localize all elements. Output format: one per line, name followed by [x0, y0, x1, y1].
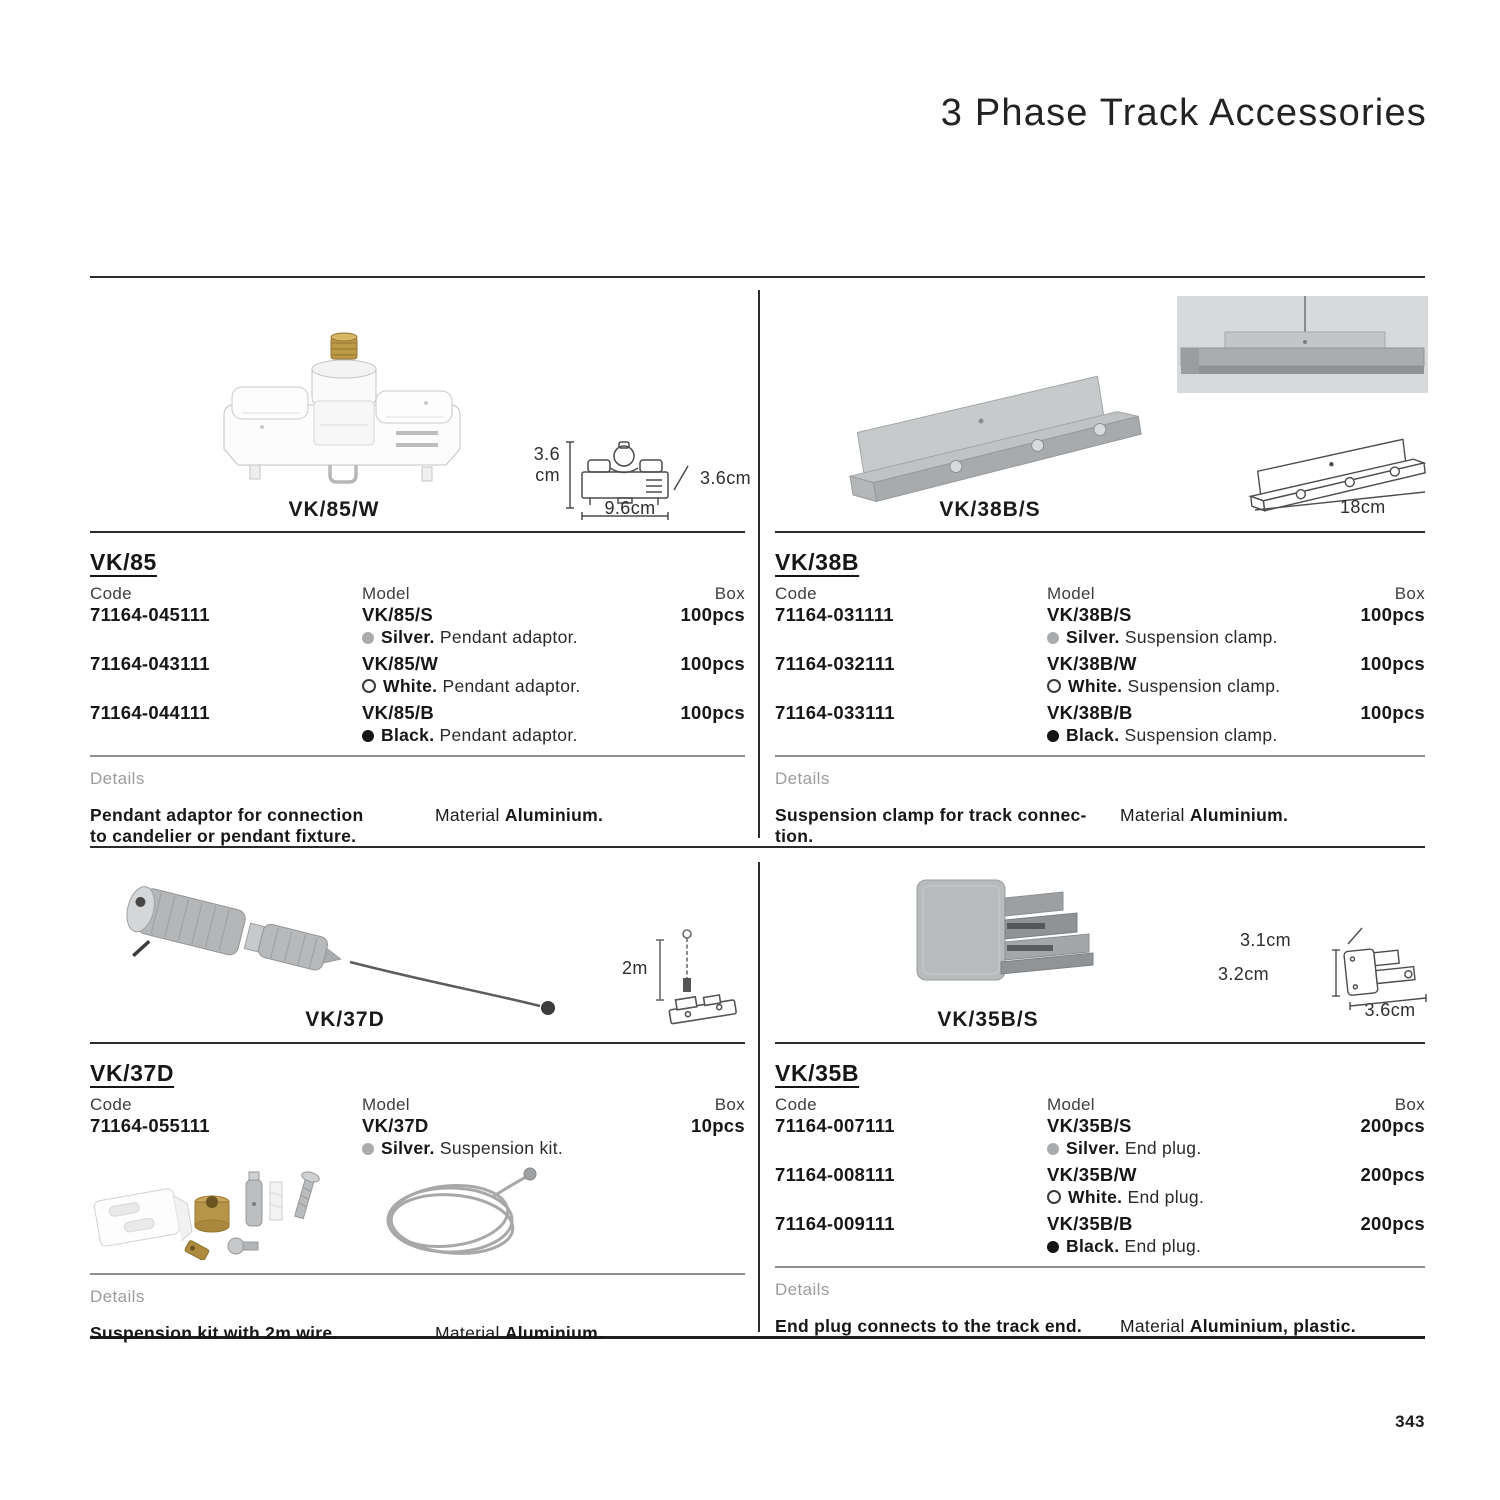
- material-label: Material: [435, 1323, 500, 1343]
- end-plug-outline-drawing: [1322, 922, 1434, 1014]
- model-column-header: Model: [362, 584, 410, 603]
- product-description: Suspension clamp.: [1124, 627, 1278, 647]
- color-name: White.: [1068, 1187, 1123, 1207]
- table-row: [90, 653, 745, 697]
- material-value: Aluminium, plastic.: [1189, 1316, 1356, 1336]
- dimension-height-vk85: 3.6 cm: [533, 444, 560, 485]
- details-label: Details: [775, 769, 830, 788]
- details-label: Details: [775, 1280, 830, 1299]
- color-dot: [1047, 1190, 1061, 1204]
- product-description: Pendant adaptor.: [439, 725, 578, 745]
- material-value: Aluminium.: [1189, 805, 1289, 825]
- details-divider: [775, 755, 1425, 757]
- table-row: [775, 653, 1425, 697]
- kit-contents-photos: [90, 1164, 745, 1264]
- product-model: VK/38B/S: [1047, 604, 1132, 625]
- details-label: Details: [90, 769, 145, 788]
- product-section-vk38b: [775, 531, 1425, 847]
- product-model: VK/85/S: [362, 604, 433, 625]
- table-row: [90, 702, 745, 746]
- color-dot: [362, 1143, 374, 1155]
- box-quantity: 100pcs: [680, 702, 745, 723]
- section-heading: VK/38B: [775, 549, 860, 575]
- product-code: 71164-007111: [775, 1115, 895, 1136]
- dimension-width-vk85: 9.6cm: [604, 498, 656, 518]
- product-section-vk85: [90, 531, 745, 847]
- wire-coil-photo: [368, 1164, 538, 1260]
- product-model: VK/85/W: [362, 653, 439, 674]
- table-row: [775, 1213, 1425, 1257]
- product-description: End plug.: [1127, 1187, 1205, 1207]
- details-material: [435, 805, 603, 847]
- column-divider-top: [758, 290, 760, 838]
- table-row: [90, 1115, 745, 1159]
- color-name: Black.: [381, 725, 435, 745]
- wire-length-drawing: [648, 878, 753, 1040]
- application-photo-vk38b: [1177, 296, 1428, 393]
- product-section-vk35b: [775, 1042, 1425, 1337]
- color-dot: [1047, 1143, 1059, 1155]
- table-header: [90, 584, 745, 604]
- color-name: Silver.: [381, 627, 435, 647]
- kit-parts-photo: [90, 1164, 340, 1260]
- color-dot: [362, 730, 374, 742]
- dimension-left-vk35b: 3.2cm: [1218, 964, 1270, 984]
- box-quantity: 100pcs: [1360, 604, 1425, 625]
- color-dot: [362, 632, 374, 644]
- box-quantity: 100pcs: [1360, 702, 1425, 723]
- product-description: End plug.: [1124, 1236, 1202, 1256]
- box-quantity: 100pcs: [680, 604, 745, 625]
- box-column-header: Box: [1394, 1095, 1425, 1114]
- dimension-drawing-vk37d: [648, 878, 753, 1045]
- color-dot: [1047, 1241, 1059, 1253]
- top-rule: [90, 276, 1425, 278]
- product-code: 71164-043111: [90, 653, 210, 674]
- suspended-track-photo: [1177, 296, 1428, 393]
- dimension-length-vk38b: 18cm: [1340, 497, 1386, 517]
- box-quantity: 100pcs: [680, 653, 745, 674]
- color-name: White.: [1068, 676, 1123, 696]
- product-code: 71164-045111: [90, 604, 210, 625]
- color-name: Black.: [1066, 1236, 1120, 1256]
- product-model: VK/35B/B: [1047, 1213, 1133, 1234]
- suspension-kit-image: [112, 876, 582, 1026]
- color-dot: [1047, 730, 1059, 742]
- product-code: 71164-009111: [775, 1213, 895, 1234]
- page-number: 343: [1395, 1412, 1425, 1431]
- table-row: [775, 604, 1425, 648]
- box-quantity: 200pcs: [1360, 1213, 1425, 1234]
- product-description: Pendant adaptor.: [442, 676, 581, 696]
- material-label: Material: [1120, 805, 1185, 825]
- table-row: [775, 1115, 1425, 1159]
- product-code: 71164-055111: [90, 1115, 210, 1136]
- color-name: Silver.: [381, 1138, 435, 1158]
- code-column-header: Code: [90, 584, 132, 603]
- product-model: VK/37D: [362, 1115, 429, 1136]
- color-dot: [362, 679, 376, 693]
- dimension-wire-vk37d: 2m: [622, 958, 648, 978]
- material-value: Aluminium.: [504, 805, 604, 825]
- details-material: [1120, 1316, 1356, 1337]
- product-code: 71164-031111: [775, 604, 894, 625]
- color-name: White.: [383, 676, 438, 696]
- dimension-top-vk35b: 3.1cm: [1240, 930, 1292, 950]
- table-header: [90, 1095, 745, 1115]
- clamp-outline-drawing: [1237, 438, 1432, 516]
- table-header: [775, 584, 1425, 604]
- details-divider: [90, 1273, 745, 1275]
- box-quantity: 200pcs: [1360, 1164, 1425, 1185]
- product-model: VK/35B/W: [1047, 1164, 1137, 1185]
- box-quantity: 100pcs: [1360, 653, 1425, 674]
- suspension-clamp-image: [822, 362, 1157, 512]
- code-column-header: Code: [90, 1095, 132, 1114]
- product-description: Suspension clamp.: [1127, 676, 1281, 696]
- box-column-header: Box: [714, 584, 745, 603]
- model-column-header: Model: [1047, 1095, 1095, 1114]
- product-section-vk37d: [90, 1042, 745, 1344]
- details-description: Suspension kit with 2m wire.: [90, 1323, 338, 1343]
- section-heading: VK/37D: [90, 1060, 175, 1086]
- color-name: Silver.: [1066, 627, 1120, 647]
- color-name: Black.: [1066, 725, 1120, 745]
- dimension-drawing-vk38b: [1237, 438, 1432, 521]
- product-model: VK/35B/S: [1047, 1115, 1132, 1136]
- material-value: Aluminium.: [504, 1323, 604, 1343]
- code-column-header: Code: [775, 1095, 817, 1114]
- product-code: 71164-008111: [775, 1164, 895, 1185]
- table-row: [775, 1164, 1425, 1208]
- details-description: Pendant adaptor for connection to candelier or pendant fixture.: [90, 805, 364, 846]
- product-code: 71164-044111: [90, 702, 210, 723]
- details-description: Suspension clamp for track connec- tion.: [775, 805, 1087, 846]
- dimension-bottom-vk35b: 3.6cm: [1364, 1000, 1416, 1020]
- section-heading: VK/35B: [775, 1060, 860, 1086]
- end-plug-image: [903, 868, 1098, 998]
- details-divider: [775, 1266, 1425, 1268]
- page-title: 3 Phase Track Accessories: [940, 92, 1427, 134]
- model-column-header: Model: [362, 1095, 410, 1114]
- image-caption-vk85: VK/85/W: [288, 498, 380, 521]
- product-description: Suspension clamp.: [1124, 725, 1278, 745]
- box-column-header: Box: [714, 1095, 745, 1114]
- product-code: 71164-032111: [775, 653, 895, 674]
- dimension-depth-vk85: 3.6cm: [700, 468, 752, 488]
- box-quantity: 200pcs: [1360, 1115, 1425, 1136]
- color-dot: [1047, 632, 1059, 644]
- product-photo-vk38bs: [822, 362, 1157, 517]
- product-model: VK/85/B: [362, 702, 435, 723]
- material-label: Material: [435, 805, 500, 825]
- code-column-header: Code: [775, 584, 817, 603]
- image-caption-vk37d: VK/37D: [305, 1008, 385, 1031]
- product-code: 71164-033111: [775, 702, 895, 723]
- table-row: [90, 604, 745, 648]
- details-divider: [90, 755, 745, 757]
- table-row: [775, 702, 1425, 746]
- product-description: End plug.: [1124, 1138, 1202, 1158]
- details-label: Details: [90, 1287, 145, 1306]
- model-column-header: Model: [1047, 584, 1095, 603]
- product-description: Pendant adaptor.: [439, 627, 578, 647]
- color-name: Silver.: [1066, 1138, 1120, 1158]
- product-model: VK/38B/B: [1047, 702, 1133, 723]
- product-description: Suspension kit.: [439, 1138, 564, 1158]
- material-label: Material: [1120, 1316, 1185, 1336]
- color-dot: [1047, 679, 1061, 693]
- product-photo-vk35bs: [903, 868, 1098, 1003]
- product-photo-vk85w: [200, 325, 485, 502]
- pendant-adaptor-image: [200, 325, 485, 497]
- image-caption-vk35b: VK/35B/S: [937, 1008, 1039, 1031]
- dimension-drawing-vk35b: [1322, 922, 1434, 1019]
- box-quantity: 10pcs: [691, 1115, 745, 1136]
- table-header: [775, 1095, 1425, 1115]
- box-column-header: Box: [1394, 584, 1425, 603]
- image-caption-vk38b: VK/38B/S: [939, 498, 1041, 521]
- product-model: VK/38B/W: [1047, 653, 1137, 674]
- details-description: End plug connects to the track end.: [775, 1316, 1083, 1336]
- section-heading: VK/85: [90, 549, 157, 575]
- details-material: [435, 1323, 603, 1344]
- details-material: [1120, 805, 1288, 847]
- column-divider-bottom: [758, 862, 760, 1332]
